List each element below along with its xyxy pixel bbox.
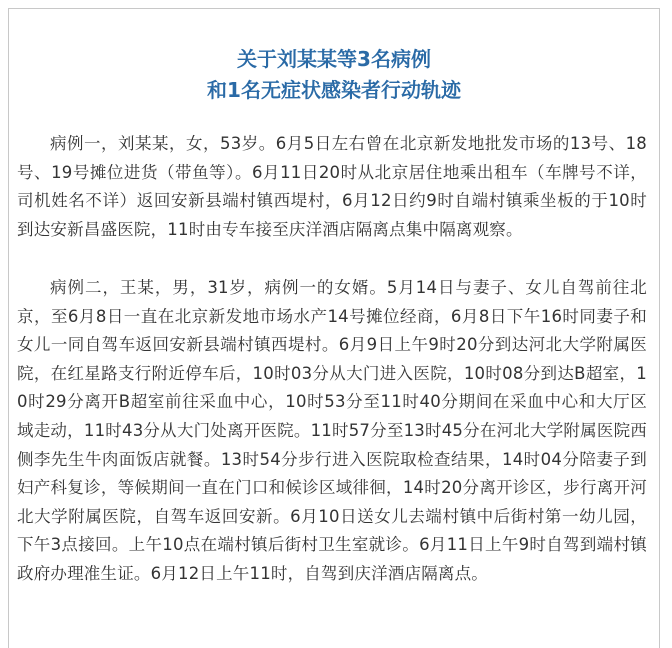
article-title-line-2: 和1名无症状感染者行动轨迹 xyxy=(207,78,461,102)
article-title-line-1: 关于刘某某等3名病例 xyxy=(237,47,431,71)
case-paragraph-2: 病例二，王某，男，31岁，病例一的女婿。5月14日与妻子、女儿自驾前往北京，至6月8日一直在北京新发地市场水产14号摊位经商，6月8日下午16时同妻子和女儿一同自驾车返回安新县端村镇西堤村。6月9日上午9时20分到达河北大学附属医院，在红星路支行附近停车后，10时03分从大门进入医院，10时08分到达B超室，10时29分离开B超室前往采血中心，10时53分至11时40分期间在采血中心和大厅区域走动，11时43分从大门处离开医院。11时57分至13时45分在河北大学附属医院西侧李先生牛肉面饭店就餐。13时54分步行进入医院取检查结果，14时04分陪妻子到妇产科复诊，等候期间一直在门口和候诊区域徘徊，14时20分离开诊区，步行离开河北大学附属医院，自驾车返回安新。6月10日送女儿去端村镇中后街村第一幼儿园，下午3点接回。上午10点在端村镇后街村卫生室就诊。6月11日上午9时自驾到端村镇政府办理准生证。6月12日上午11时，自驾到庆洋酒店隔离点。 xyxy=(17,278,647,583)
case-paragraph-1: 病例一，刘某某，女，53岁。6月5日左右曾在北京新发地批发市场的13号、18号、19号摊位进货（带鱼等）。6月11日20时从北京居住地乘出租车（车牌号不详，司机姓名不详）返回安新县端村镇西堤村，6月12日约9时自端村镇乘坐板的于10时到达安新昌盛医院，11时由专车接至庆洋酒店隔离点集中隔离观察。 xyxy=(17,134,647,239)
